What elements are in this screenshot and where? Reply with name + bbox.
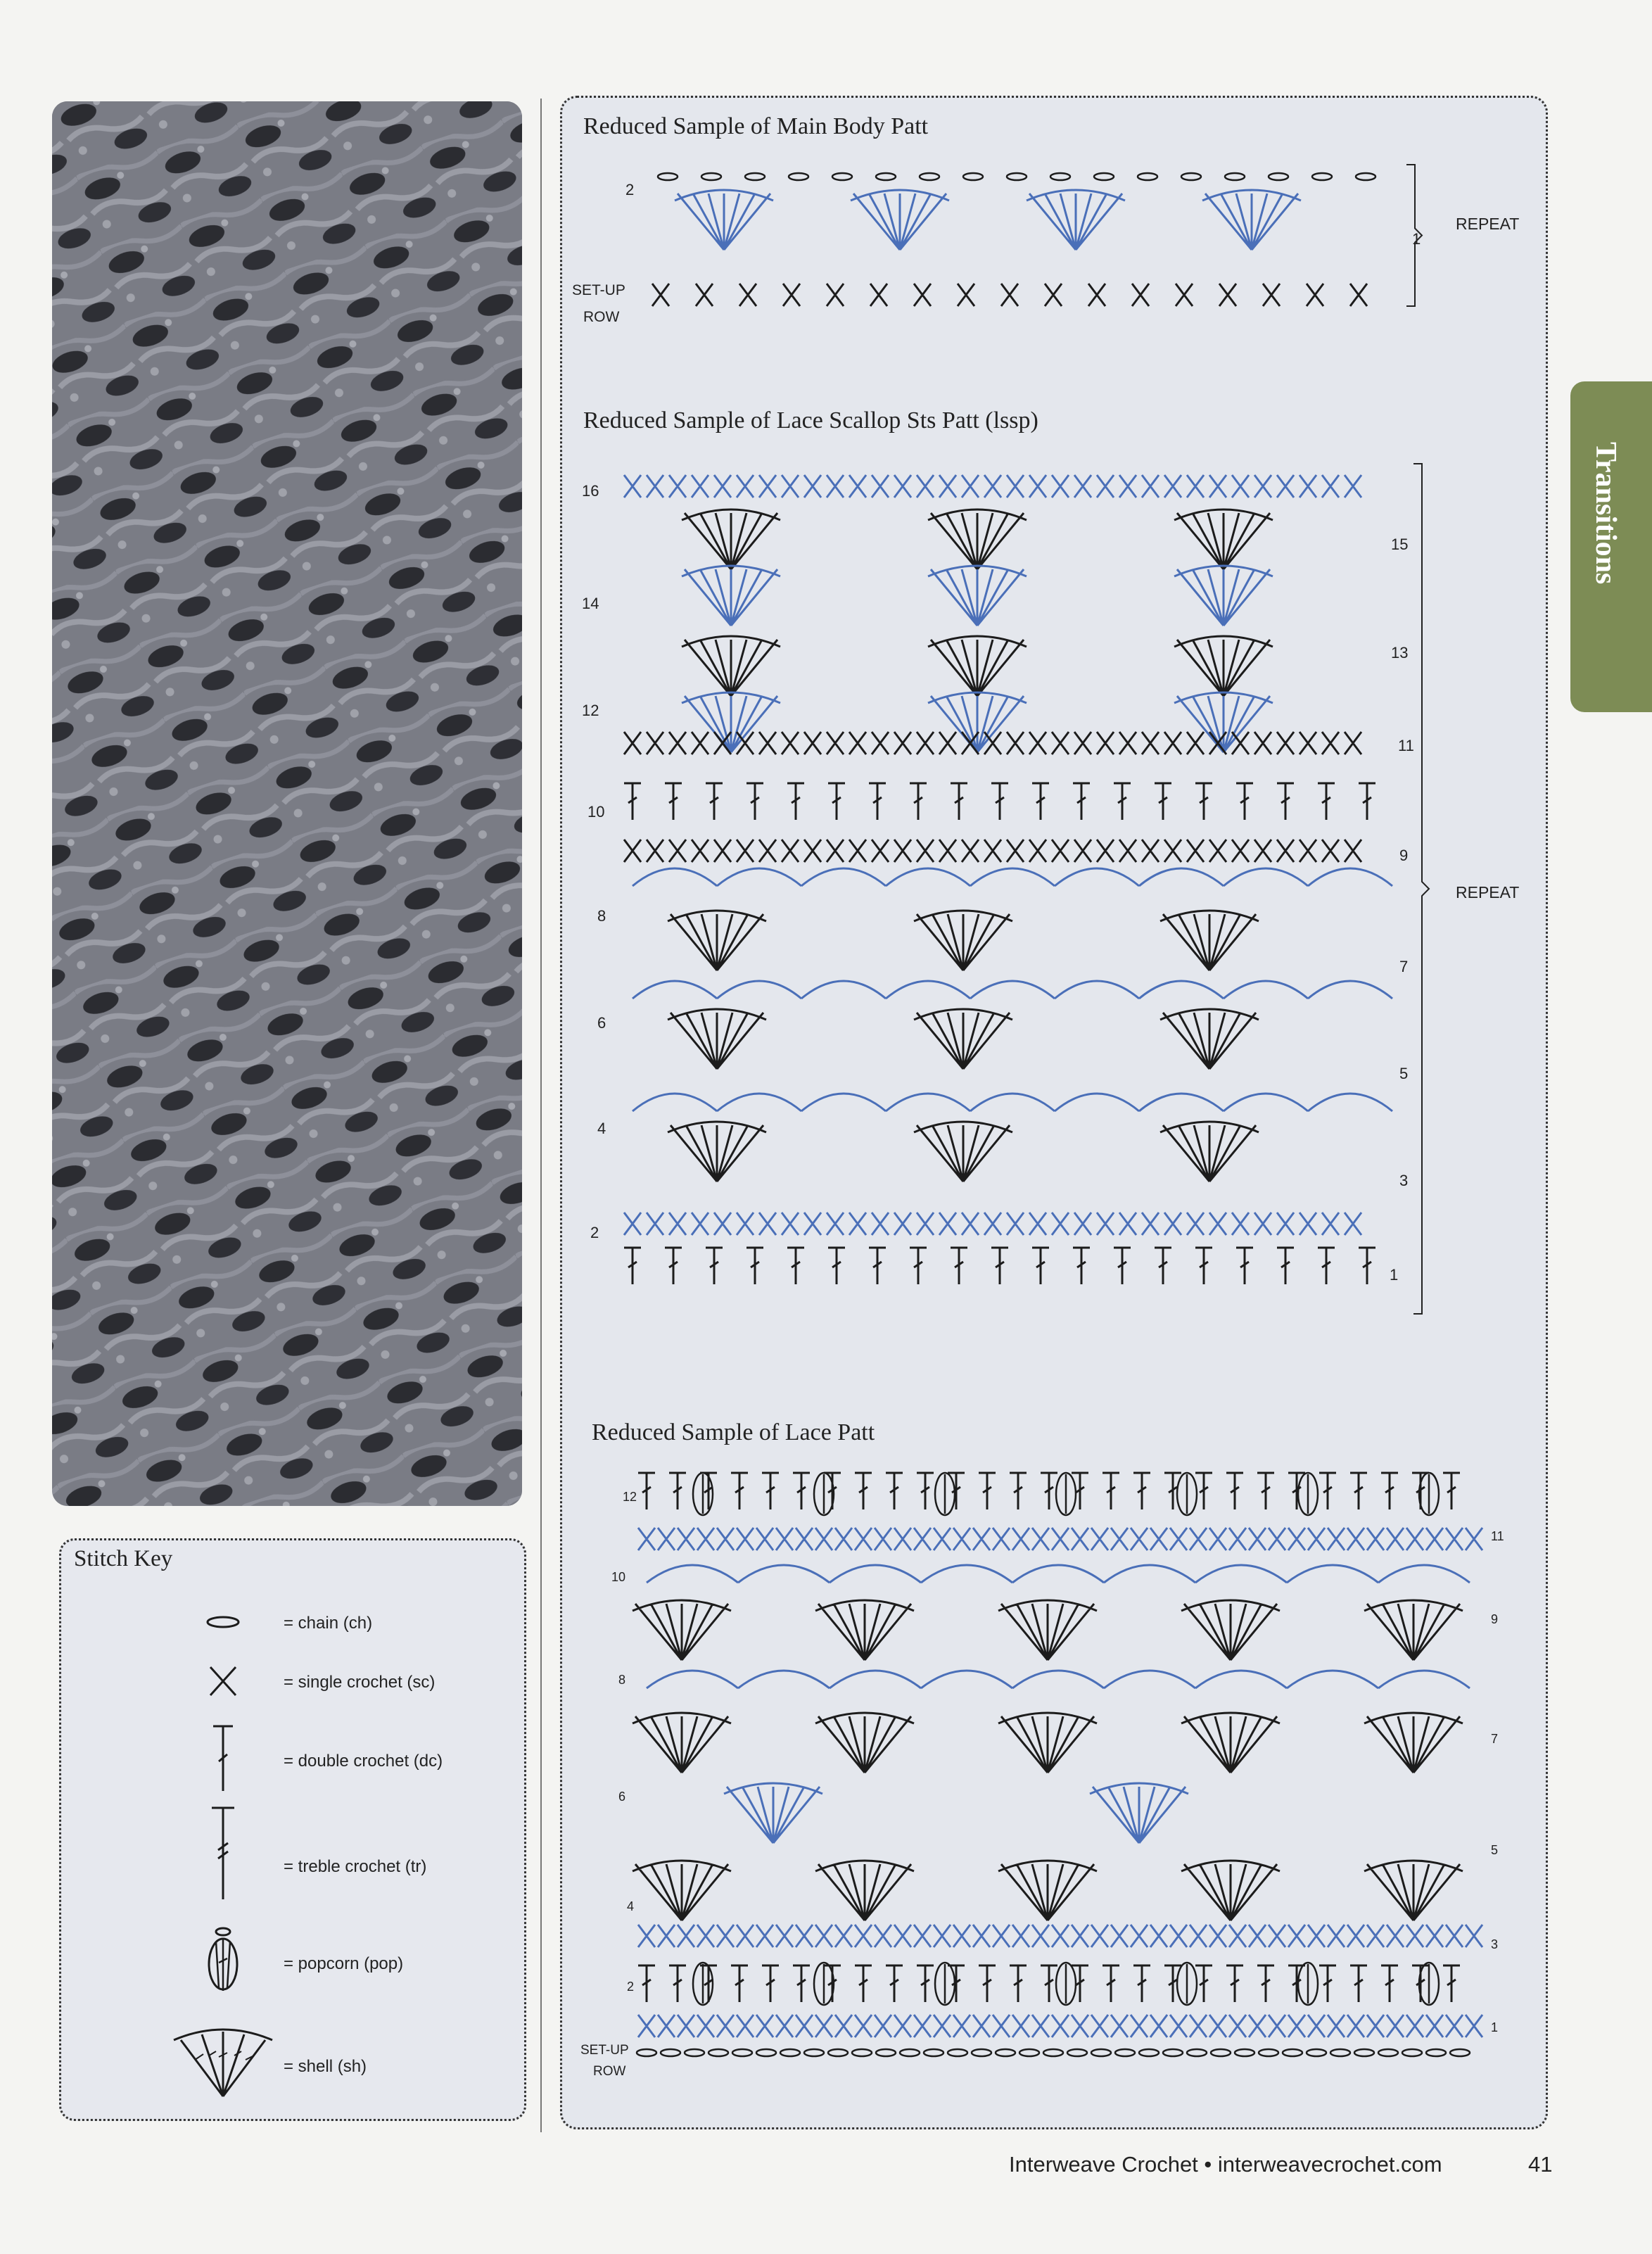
chart2-row-6: 6 [597,1014,606,1032]
key-label-shell: = shell (sh) [284,2057,367,2076]
crochet-swatch-photo [52,101,522,1506]
chart3-setup-chain [637,2049,1470,2056]
key-label-chain: = chain (ch) [284,1614,373,1633]
key-label-treble-crochet: = treble crochet (tr) [284,1857,427,1876]
chart3-row-7-arches [647,1671,1470,1688]
chart-main-body-title: Reduced Sample of Main Body Patt [583,113,929,139]
chart2-row-9-sc [624,840,1361,862]
key-row-double-crochet [61,1716,524,1801]
double-crochet-icon [195,1716,293,1801]
chart1-repeat-label: REPEAT [1456,215,1520,233]
chart3-row-2-dc [638,1965,1460,2002]
stitch-key-title: Stitch Key [74,1546,173,1571]
chart2-row-1-dc [624,1248,1375,1284]
key-row-single-crochet [61,1639,524,1723]
chart2-row-15-shells [682,566,1273,626]
chart2-row-8-arches [633,868,1392,886]
crochet-texture-image [52,101,522,1506]
chart3-row-4-shells [633,1861,1463,1920]
chart1-row-1: 1 [1412,230,1421,248]
chart2-row-10: 10 [587,803,605,821]
chart1-setup-row [652,284,1367,306]
section-tab-label: Transitions [1589,442,1622,585]
key-label-single-crochet: = single crochet (sc) [284,1673,436,1692]
chart2-row-7: 7 [1399,958,1409,975]
chart2-row-10-dc [624,783,1375,820]
chart2-row-6-shells [668,1009,1259,1069]
chart3-row-10: 10 [611,1570,626,1584]
chart3-row-9: 9 [1491,1612,1499,1626]
chart2-row-14-shells [682,636,1273,696]
chart3-row-10-arches [647,1565,1470,1583]
key-label-double-crochet: = double crochet (dc) [284,1752,443,1771]
chart3-row-3-sc [638,1925,1482,1947]
chart3-row-6-shells [633,1713,1463,1773]
chart1-row-2: 2 [625,181,635,198]
chart3-row-11-sc [638,1528,1482,1550]
single-crochet-icon [195,1639,293,1723]
chart3-row-8-shells [633,1600,1463,1660]
chart2-row-8-shells [668,911,1259,970]
chart1-blue-shells [675,190,1301,250]
chart2-row-12: 12 [582,702,599,719]
chart2-row-2: 2 [590,1224,599,1241]
chart3-row-6: 6 [618,1790,626,1804]
chart2-row-4: 4 [597,1120,606,1137]
chart2-row-16-sc [624,475,1361,498]
chart2-row-5: 5 [1399,1065,1409,1082]
footer-publication: Interweave Crochet • interweavecrochet.com [1009,2152,1442,2177]
chart3-setup-label: SET-UP [580,2043,629,2058]
chart-lace-patt-title: Reduced Sample of Lace Patt [592,1419,875,1445]
chart3-row-7: 7 [1491,1732,1499,1746]
chart3-row-4: 4 [627,1899,635,1913]
chart3-row-label: ROW [593,2064,626,2079]
chart2-row-9: 9 [1399,847,1409,864]
popcorn-icon [195,1920,293,2005]
crochet-diagrams [562,98,1550,2132]
chart2-row-15: 15 [1391,536,1409,553]
chart1-setup-label: SET-UP [572,282,625,298]
chart3-row-12: 12 [623,1490,637,1504]
chart3-row-3: 3 [1491,1937,1499,1951]
key-label-popcorn: = popcorn (pop) [284,1954,404,1973]
chart3-row-12-dc [638,1473,1460,1509]
chart2-row-6-arches [633,981,1392,999]
chart3-row-5-shells [724,1783,1188,1843]
key-row-treble-crochet [61,1801,524,1885]
chart2-row-13: 13 [1391,644,1409,661]
key-row-shell [61,2019,524,2103]
stitch-key-panel [59,1538,526,2121]
chart2-row-8: 8 [597,907,606,925]
chart3-row-8: 8 [618,1673,626,1687]
chart3-row-1-sc [638,2015,1482,2037]
chart-lace-scallop-title: Reduced Sample of Lace Scallop Sts Patt (lssp) [583,407,1038,433]
chart1-chain-row-top [658,173,1375,180]
chart2-row-1: 1 [1390,1266,1399,1284]
chart3-row-1: 1 [1491,2020,1499,2034]
chart2-row-11: 11 [1398,737,1414,754]
chart2-row-4-arches [633,1094,1392,1111]
chart2-row-3: 3 [1399,1172,1409,1189]
chart1-row-label: ROW [583,309,620,325]
chart3-row-11: 11 [1491,1529,1504,1543]
page-number: 41 [1528,2152,1553,2177]
chart2-row-16-shells [682,509,1273,569]
shell-icon [167,2019,279,2103]
charts-panel [560,96,1548,2129]
chart3-row-5: 5 [1491,1843,1499,1857]
chart2-repeat-bracket [1413,464,1429,1314]
chart2-row-16: 16 [582,482,599,500]
chart3-row-2: 2 [627,1980,635,1994]
treble-crochet-icon [195,1801,293,1906]
column-divider [540,99,542,2132]
chart2-row-2-sc [624,1213,1361,1235]
chart2-repeat-label: REPEAT [1456,883,1520,901]
chart2-row-13-shells [682,692,1273,752]
chart2-row-4-shells [668,1122,1259,1182]
chart2-row-14: 14 [582,595,599,612]
key-row-popcorn [61,1920,524,2005]
